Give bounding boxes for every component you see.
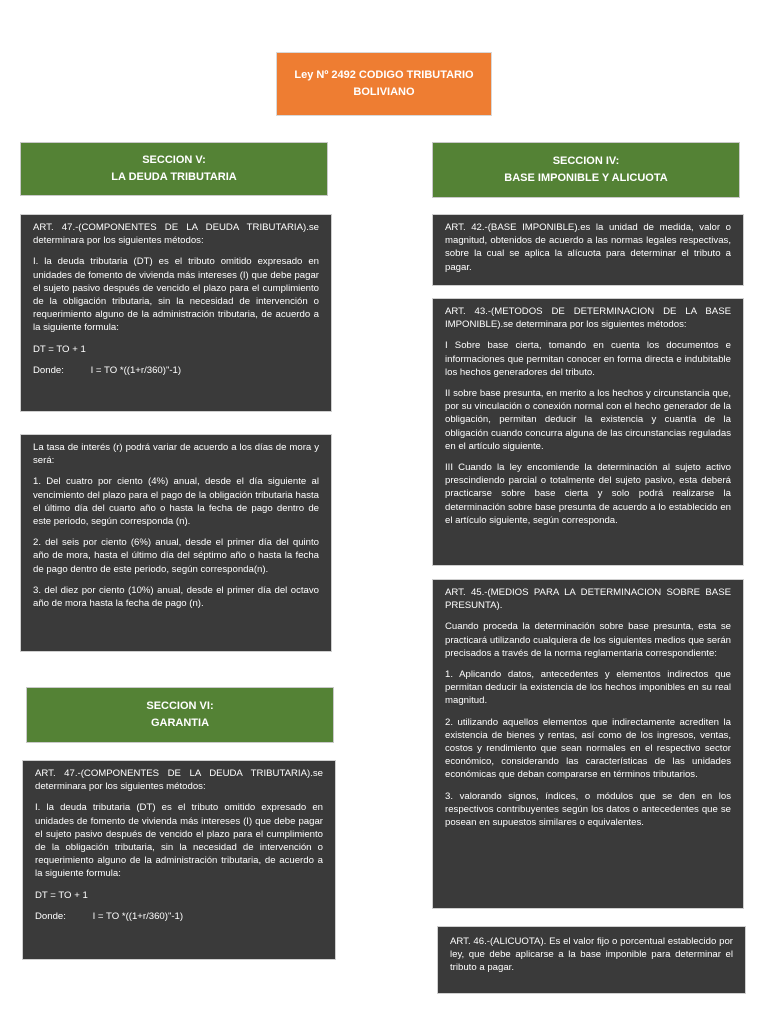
art47-card (20, 214, 332, 412)
interest-rate-card (20, 434, 332, 652)
art45-heading: ART. 45.-(MEDIOS PARA LA DETERMINACION SOBRE BASE PRESUNTA). (445, 587, 731, 612)
art47-formula: DT = TO + 1 (33, 343, 86, 355)
section-vi-header (26, 687, 334, 743)
title-line-1: Ley Nº 2492 CODIGO TRIBUTARIO (294, 69, 474, 81)
section-vi-title: GARANTIA (150, 717, 210, 729)
interest-rate-item-2: 2. del seis por ciento (6%) anual, desde el primer día del quinto año de mora, hasta el último día del séptimo año o hasta la fecha de pago dentro de este periodo, según corresponda(n). (33, 537, 319, 575)
section-vi-number: SECCION VI: (146, 700, 214, 712)
art45-item-1: 1. Aplicando datos, antecedentes y elementos indirectos que permitan deducir la existencia de los hechos imponibles en su real magnitud. (445, 669, 731, 707)
section-v-header (20, 142, 328, 196)
art43-item-3: III Cuando la ley encomiende la determinación al sujeto activo prescindiendo parcial o totalmente del sujeto pasivo, esta deberá practicarse sobre base cierta y solo podrá realizarse la determinación sobre base presunta de acuerdo a lo establecido en el artículo siguiente, según corresponda. (445, 462, 731, 526)
art43-item-2: II sobre base presunta, en merito a los hechos y circunstancia que, por su vinculación o conexión normal con el hecho generador de la obligación, permitan deducir la existencia y cuantía de la obligación cuando concurra alguna de las circunstancias reguladas en el artículo siguiente. (445, 388, 731, 452)
art45-item-2: 2. utilizando aquellos elementos que indirectamente acrediten la existencia de bienes y rentas, así como de los ingresos, ventas, costos y rendimiento que sean normales en el respectivo sector económico, considerando las características de las unidades económicas que deban compararse en términos tributarios. (445, 716, 731, 781)
interest-rate-item-3: 3. del diez por ciento (10%) anual, desde el primer día del octavo año de mora hasta la fecha de pago (n). (33, 584, 319, 610)
title-box (276, 52, 492, 116)
art47-guarantee-card (22, 760, 336, 960)
art47-heading: ART. 47.-(COMPONENTES DE LA DEUDA TRIBUTARIA).se determinara por los siguientes métodos: (33, 222, 319, 247)
section-iv-number: SECCION IV: (552, 155, 620, 167)
art42-card (432, 214, 744, 286)
section-iv-header (432, 142, 740, 198)
art47-guarantee-heading: ART. 47.-(COMPONENTES DE LA DEUDA TRIBUTARIA).se determinara por los siguientes métodos: (35, 768, 323, 793)
section-iv-title: BASE IMPONIBLE Y ALICUOTA (504, 172, 668, 184)
art43-card (432, 298, 744, 566)
art45-card (432, 579, 744, 909)
interest-rate-item-1: 1. Del cuatro por ciento (4%) anual, desde el día siguiente al vencimiento del plazo para el pago de la obligación tributaria hasta el último día del cuarto año o hasta la fecha de pago dentro de este periodo, según corresponda (n). (33, 476, 319, 528)
art45-intro: Cuando proceda la determinación sobre base presunta, esta se practicará utilizando cualquiera de los siguientes medios que serán precisados a través de la norma reglamentaria correspondiente: (445, 621, 731, 659)
title-line-2: BOLIVIANO (353, 86, 415, 98)
art43-heading: ART. 43.-(METODOS DE DETERMINACION DE LA BASE IMPONIBLE).se determinara por los siguientes métodos: (445, 306, 731, 331)
art47-guarantee-formula: DT = TO + 1 (35, 889, 88, 901)
art46-card (437, 926, 746, 994)
section-v-number: SECCION V: (142, 154, 206, 166)
art47-formula-where: Donde: I = TO *((1+r/360)"-1) (33, 364, 182, 376)
section-v-title: LA DEUDA TRIBUTARIA (111, 171, 237, 183)
interest-rate-intro: La tasa de interés (r) podrá variar de acuerdo a los días de mora y será: (33, 442, 319, 467)
art47-guarantee-text: I. la deuda tributaria (DT) es el tributo omitido expresado en unidades de fomento de vivienda más intereses (I) que debe pagar el sujeto pasivo después de vencido el plazo para el cumplimiento de la obligación tributaria, sin la necesidad de intervención o requerimiento alguno de la administración tributaria, de acuerdo a la siguiente formula: (35, 802, 323, 880)
art47-text: I. la deuda tributaria (DT) es el tributo omitido expresado en unidades de fomento de vivienda más intereses (I) que debe pagar el sujeto pasivo después de vencido el plazo para el cumplimiento de la obligación tributaria, sin la necesidad de intervención o requerimiento alguno de la administración tributaria, de acuerdo a la siguiente formula: (33, 256, 319, 334)
art43-item-1: I Sobre base cierta, tomando en cuenta los documentos e informaciones que permitan conocer en forma directa e indubitable los hechos generadores del tributo. (445, 340, 731, 378)
art42-text: ART. 42.-(BASE IMPONIBLE).es la unidad de medida, valor o magnitud, obtenidos de acuerdo a las normas legales respectivas, sobre la cual se aplica la alícuota para determinar el tributo a pagar. (445, 222, 731, 273)
art47-guarantee-formula-where: Donde: I = TO *((1+r/360)"-1) (35, 910, 184, 922)
art45-item-3: 3. valorando signos, índices, o módulos que se den en los respectivos contribuyentes según los datos o antecedentes que se posean en supuestos similares o equivalentes. (445, 790, 731, 829)
art46-text: ART. 46.-(ALICUOTA). Es el valor fijo o porcentual establecido por ley, que debe aplicarse a la base imponible para determinar el tributo a pagar. (450, 936, 733, 974)
